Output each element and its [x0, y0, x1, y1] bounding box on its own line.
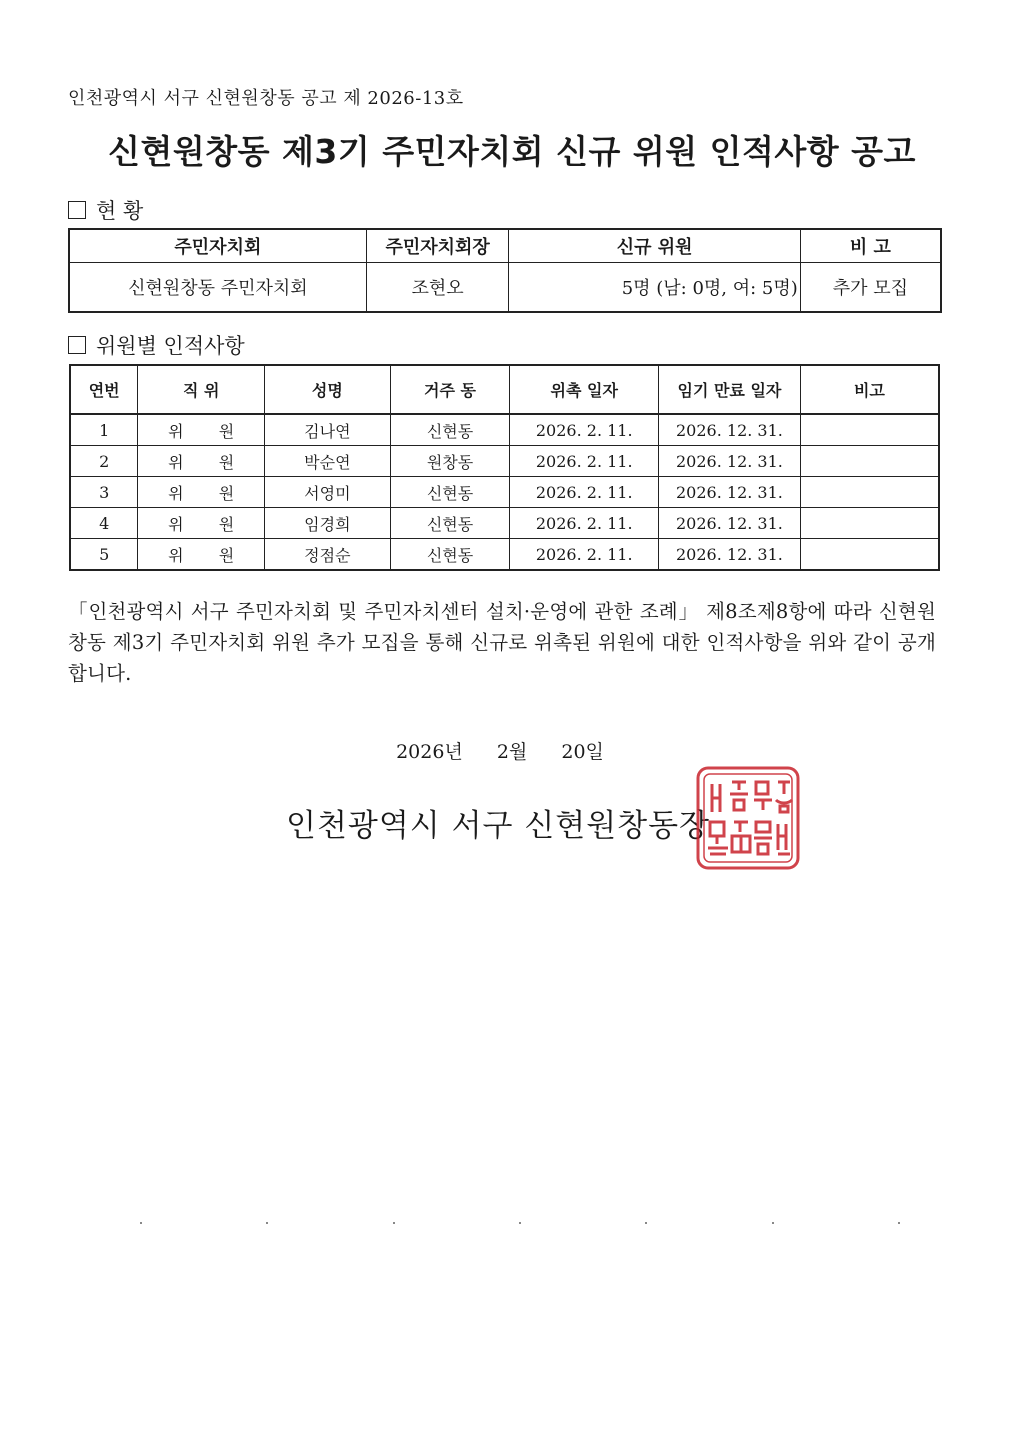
- member-district: 신현동: [390, 477, 510, 508]
- table-row: [70, 539, 939, 571]
- member-remark: [800, 414, 939, 446]
- members-section-heading: [68, 330, 245, 360]
- issuer-name: 인천광역시 서구 신현원창동장: [286, 808, 711, 844]
- committee-name: 신현원창동 주민자치회: [69, 263, 366, 313]
- member-name: 정점순: [265, 539, 391, 571]
- appointment-date: 2026. 2. 11.: [510, 477, 659, 508]
- status-table: [68, 228, 942, 313]
- term-end-date: 2026. 12. 31.: [659, 477, 801, 508]
- term-end-date: 2026. 12. 31.: [659, 446, 801, 477]
- notice-body-text: 「인천광역시 서구 주민자치회 및 주민자치센터 설치·운영에 관한 조례」 제8조제8항에 따라 신현원창동 제3기 주민자치회 위원 추가 모집을 통해 신규로 위촉된 위원에 대한 인적사항을 위와 같이 공개합니다.: [68, 600, 936, 685]
- member-district: 신현동: [390, 414, 510, 446]
- notice-date: [0, 737, 1000, 764]
- table-row: [70, 414, 939, 446]
- member-remark: [800, 508, 939, 539]
- member-seq: 3: [70, 477, 138, 508]
- status-header-row: [69, 229, 941, 263]
- status-remark: 추가 모집: [800, 263, 941, 313]
- status-data-row: [69, 263, 941, 313]
- appointment-date: 2026. 2. 11.: [510, 508, 659, 539]
- member-seq: 2: [70, 446, 138, 477]
- table-row: [70, 446, 939, 477]
- member-district: 신현동: [390, 508, 510, 539]
- term-end-date: 2026. 12. 31.: [659, 414, 801, 446]
- chairperson-name: 조현오: [366, 263, 509, 313]
- members-header-cell: 위촉 일자: [510, 365, 659, 414]
- table-row: [70, 508, 939, 539]
- member-district: 원창동: [390, 446, 510, 477]
- members-header-cell: 거주 동: [390, 365, 510, 414]
- date-month: 2월: [496, 741, 528, 763]
- appointment-date: 2026. 2. 11.: [510, 446, 659, 477]
- scan-dots-decoration: [140, 1222, 900, 1224]
- status-header-cell: 비 고: [800, 229, 941, 263]
- term-end-date: 2026. 12. 31.: [659, 539, 801, 571]
- member-remark: [800, 539, 939, 571]
- member-district: 신현동: [390, 539, 510, 571]
- member-name: 서영미: [265, 477, 391, 508]
- members-header-cell: 비고: [800, 365, 939, 414]
- member-name: 임경희: [265, 508, 391, 539]
- date-day: 20일: [561, 741, 604, 763]
- member-position: 위 원: [138, 446, 265, 477]
- date-year: 2026년: [396, 741, 463, 763]
- status-header-cell: 주민자치회장: [366, 229, 509, 263]
- official-seal-icon: [694, 764, 802, 872]
- term-end-date: 2026. 12. 31.: [659, 508, 801, 539]
- status-section-heading: [68, 195, 143, 225]
- members-header-cell: 임기 만료 일자: [659, 365, 801, 414]
- member-seq: 5: [70, 539, 138, 571]
- checkbox-square-icon: [68, 336, 86, 354]
- member-position: 위 원: [138, 477, 265, 508]
- member-remark: [800, 446, 939, 477]
- appointment-date: 2026. 2. 11.: [510, 539, 659, 571]
- status-header-cell: 신규 위원: [509, 229, 800, 263]
- appointment-date: 2026. 2. 11.: [510, 414, 659, 446]
- member-seq: 1: [70, 414, 138, 446]
- checkbox-square-icon: [68, 201, 86, 219]
- member-position: 위 원: [138, 539, 265, 571]
- status-heading-label: 현 황: [96, 199, 144, 223]
- table-row: [70, 477, 939, 508]
- member-name: 박순연: [265, 446, 391, 477]
- status-header-cell: 주민자치회: [69, 229, 366, 263]
- members-header-cell: 연번: [70, 365, 138, 414]
- notice-number: 인천광역시 서구 신현원창동 공고 제 2026-13호: [68, 88, 464, 109]
- member-remark: [800, 477, 939, 508]
- member-position: 위 원: [138, 414, 265, 446]
- members-table: [69, 364, 940, 571]
- page-title: 신현원창동 제3기 주민자치회 신규 위원 인적사항 공고: [108, 132, 916, 171]
- members-header-cell: 성명: [265, 365, 391, 414]
- members-heading-label: 위원별 인적사항: [96, 334, 245, 358]
- members-header-row: [70, 365, 939, 414]
- member-seq: 4: [70, 508, 138, 539]
- member-position: 위 원: [138, 508, 265, 539]
- members-header-cell: 직 위: [138, 365, 265, 414]
- new-member-count: 5명 (남: 0명, 여: 5명): [509, 263, 800, 313]
- member-name: 김나연: [265, 414, 391, 446]
